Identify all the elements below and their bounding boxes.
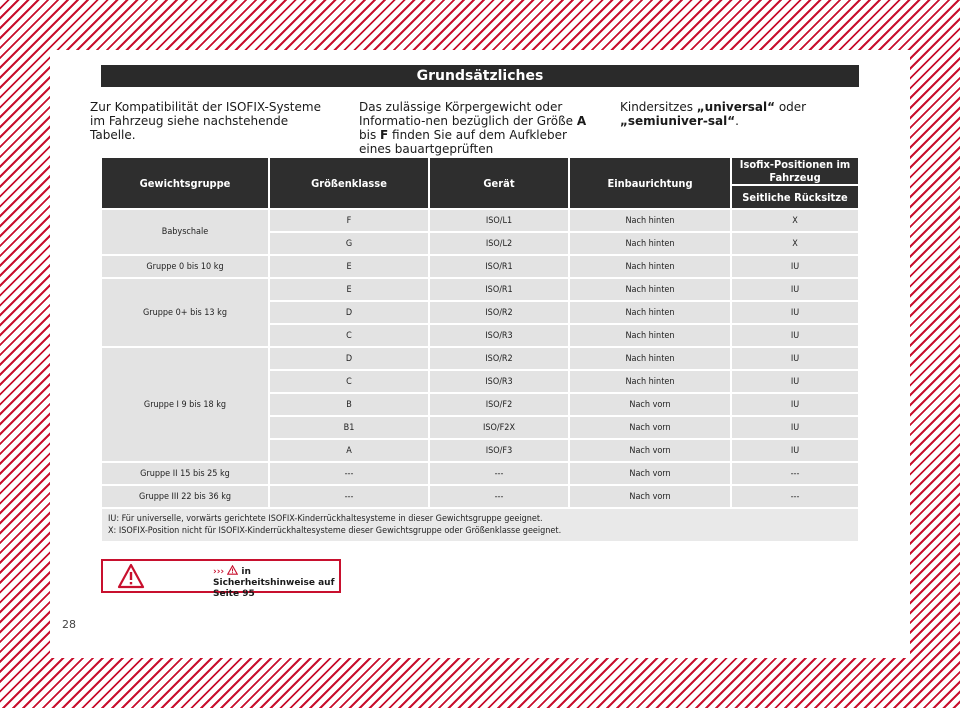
direction-cell: Nach hinten (569, 370, 731, 393)
page (50, 50, 910, 658)
device-cell: ISO/L1 (429, 209, 569, 232)
header-einbaurichtung: Einbaurichtung (569, 157, 731, 209)
warning-icon (117, 563, 145, 589)
device-cell: ISO/R3 (429, 324, 569, 347)
weight-group-cell: Gruppe 0 bis 10 kg (101, 255, 269, 278)
legend-x: X: ISOFIX-Position nicht für ISOFIX-Kinderrückhaltesysteme dieser Gewichtsgruppe oder Größenklasse geeignet. (108, 526, 562, 536)
size-class-cell: E (269, 278, 429, 301)
size-class-cell: E (269, 255, 429, 278)
position-cell: IU (731, 416, 859, 439)
position-cell: --- (731, 462, 859, 485)
section-title: Grundsätzliches (101, 65, 859, 87)
direction-cell: Nach hinten (569, 209, 731, 232)
position-cell: IU (731, 347, 859, 370)
size-class-cell: B1 (269, 416, 429, 439)
size-class-cell: A (269, 439, 429, 462)
device-cell: --- (429, 462, 569, 485)
size-f: F (380, 128, 389, 142)
device-cell: ISO/R1 (429, 255, 569, 278)
size-a: A (576, 114, 587, 128)
intro-text-1: Zur Kompatibilität der ISOFIX-Systeme im Fahrzeug siehe nachstehende Tabelle. (90, 100, 321, 142)
weight-group-cell: Gruppe 0+ bis 13 kg (101, 278, 269, 347)
table-row (101, 209, 859, 232)
intro-text-3-part1: Kindersitzes (620, 100, 697, 114)
intro-text-2-part3: finden Sie auf dem Aufkleber eines bauartgeprüften (359, 128, 567, 156)
size-class-cell: --- (269, 485, 429, 508)
position-cell: IU (731, 255, 859, 278)
direction-cell: Nach hinten (569, 232, 731, 255)
position-cell: X (731, 232, 859, 255)
header-geraet: Gerät (429, 157, 569, 209)
table-row (101, 347, 859, 370)
chevron-icon: ››› (213, 567, 225, 577)
size-class-cell: B (269, 393, 429, 416)
intro-text-2-part2: bis (359, 128, 381, 142)
position-cell: IU (731, 370, 859, 393)
page-number: 28 (62, 618, 76, 631)
position-cell: IU (731, 301, 859, 324)
position-cell: --- (731, 485, 859, 508)
size-class-cell: G (269, 232, 429, 255)
warning-box (101, 559, 341, 599)
header-gewichtsgruppe: Gewichtsgruppe (101, 157, 269, 209)
table-legend (101, 508, 859, 542)
intro-text-2-part1: Das zulässige Körpergewicht oder Informatio-nen bezüglich der Größe (359, 100, 577, 128)
size-class-cell: --- (269, 462, 429, 485)
device-cell: --- (429, 485, 569, 508)
position-cell: IU (731, 393, 859, 416)
direction-cell: Nach vorn (569, 416, 731, 439)
direction-cell: Nach vorn (569, 462, 731, 485)
direction-cell: Nach vorn (569, 393, 731, 416)
direction-cell: Nach hinten (569, 301, 731, 324)
direction-cell: Nach hinten (569, 278, 731, 301)
table-row (101, 278, 859, 301)
device-cell: ISO/F2 (429, 393, 569, 416)
intro-text-3-part2: oder (775, 100, 807, 114)
term-semiuniversal: „semiuniver-sal“ (620, 114, 736, 128)
device-cell: ISO/F3 (429, 439, 569, 462)
size-class-cell: D (269, 301, 429, 324)
warning-reference[interactable] (213, 565, 343, 600)
direction-cell: Nach vorn (569, 485, 731, 508)
device-cell: ISO/R2 (429, 301, 569, 324)
direction-cell: Nach hinten (569, 324, 731, 347)
position-cell: IU (731, 439, 859, 462)
weight-group-cell: Babyschale (101, 209, 269, 255)
device-cell: ISO/L2 (429, 232, 569, 255)
device-cell: ISO/F2X (429, 416, 569, 439)
size-class-cell: C (269, 324, 429, 347)
weight-group-cell: Gruppe I 9 bis 18 kg (101, 347, 269, 462)
term-universal: „universal“ (696, 100, 775, 114)
legend-iu: IU: Für universelle, vorwärts gerichtete ISOFIX-Kinderrückhaltesysteme in dieser Gewichtsgruppe geeignet. (108, 514, 543, 524)
weight-group-cell: Gruppe III 22 bis 36 kg (101, 485, 269, 508)
device-cell: ISO/R3 (429, 370, 569, 393)
size-class-cell: D (269, 347, 429, 370)
weight-group-cell: Gruppe II 15 bis 25 kg (101, 462, 269, 485)
position-cell: IU (731, 278, 859, 301)
device-cell: ISO/R1 (429, 278, 569, 301)
warning-text-2: Seite 95 (213, 589, 255, 599)
isofix-table (101, 157, 859, 542)
direction-cell: Nach vorn (569, 439, 731, 462)
intro-text-3-part3: . (735, 114, 739, 128)
direction-cell: Nach hinten (569, 255, 731, 278)
position-cell: IU (731, 324, 859, 347)
direction-cell: Nach hinten (569, 347, 731, 370)
device-cell: ISO/R2 (429, 347, 569, 370)
table-body (101, 209, 859, 508)
size-class-cell: F (269, 209, 429, 232)
header-groessenklasse: Größenklasse (269, 157, 429, 209)
table-row (101, 255, 859, 278)
warning-text-1: in Sicherheitshinweise auf (213, 567, 335, 588)
table-row (101, 462, 859, 485)
intro-text-2 (359, 100, 599, 156)
header-isofix-positionen: Isofix-Positionen im Fahrzeug (731, 157, 859, 185)
table-row (101, 485, 859, 508)
warning-small-icon (227, 565, 238, 575)
header-seitliche-ruecksitze: Seitliche Rücksitze (731, 185, 859, 209)
size-class-cell: C (269, 370, 429, 393)
position-cell: X (731, 209, 859, 232)
intro-text-3 (620, 100, 860, 128)
